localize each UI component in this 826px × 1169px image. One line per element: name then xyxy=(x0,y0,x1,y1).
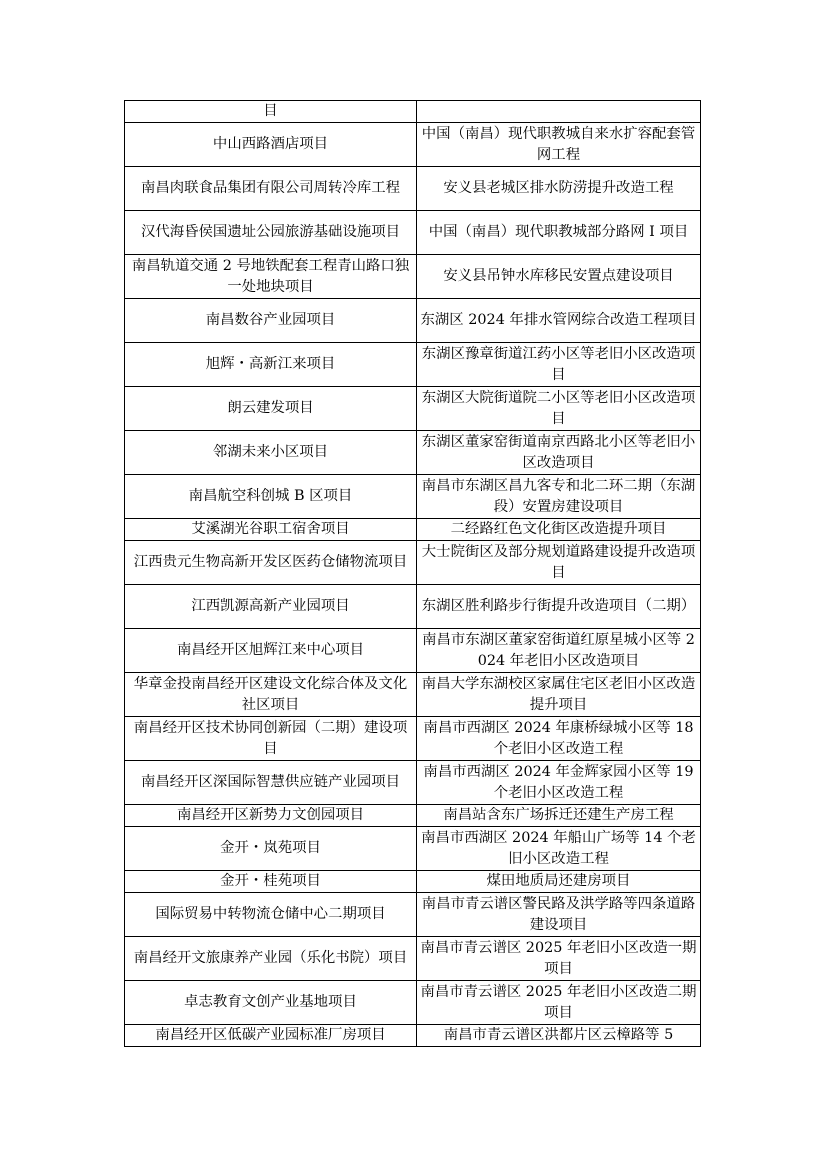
table-cell-left: 朗云建发项目 xyxy=(125,387,417,431)
table-row xyxy=(125,255,701,299)
table-row xyxy=(125,893,701,937)
table-cell-right: 南昌市东湖区昌九客专和北二环二期（东湖段）安置房建设项目 xyxy=(417,475,701,519)
table-cell-left: 汉代海昏侯国遗址公园旅游基础设施项目 xyxy=(125,211,417,255)
table-cell-right: 东湖区豫章街道江药小区等老旧小区改造项目 xyxy=(417,343,701,387)
table-cell-left: 华章金投南昌经开区建设文化综合体及文化社区项目 xyxy=(125,673,417,717)
table-cell-right: 南昌市青云谱区洪都片区云樟路等 5 xyxy=(417,1025,701,1047)
table-row xyxy=(125,431,701,475)
table-row xyxy=(125,1025,701,1047)
table-row xyxy=(125,519,701,541)
table-row xyxy=(125,211,701,255)
table-cell-right: 大士院街区及部分规划道路建设提升改造项目 xyxy=(417,541,701,585)
table-row xyxy=(125,717,701,761)
table-cell-left: 江西贵元生物高新开发区医药仓储物流项目 xyxy=(125,541,417,585)
table-cell-left: 南昌经开区旭辉江来中心项目 xyxy=(125,629,417,673)
table-cell-left: 国际贸易中转物流仓储中心二期项目 xyxy=(125,893,417,937)
table-cell-right: 南昌市青云谱区 2025 年老旧小区改造二期项目 xyxy=(417,981,701,1025)
table-row xyxy=(125,805,701,827)
table-cell-right: 南昌市西湖区 2024 年康桥绿城小区等 18 个老旧小区改造工程 xyxy=(417,717,701,761)
table-cell-right: 煤田地质局还建房项目 xyxy=(417,871,701,893)
table-cell-left: 金开・桂苑项目 xyxy=(125,871,417,893)
table-cell-right: 南昌大学东湖校区家属住宅区老旧小区改造提升项目 xyxy=(417,673,701,717)
table-cell-right: 南昌市青云谱区 2025 年老旧小区改造一期项目 xyxy=(417,937,701,981)
table-cell-left: 南昌数谷产业园项目 xyxy=(125,299,417,343)
table-cell-left: 南昌肉联食品集团有限公司周转冷库工程 xyxy=(125,167,417,211)
table-row xyxy=(125,827,701,871)
table-row xyxy=(125,167,701,211)
table-cell-left: 目 xyxy=(125,101,417,123)
table-cell-left: 南昌航空科创城 B 区项目 xyxy=(125,475,417,519)
table-cell-left: 艾溪湖光谷职工宿舍项目 xyxy=(125,519,417,541)
table-cell-left: 江西凯源高新产业园项目 xyxy=(125,585,417,629)
table-cell-right: 中国（南昌）现代职教城部分路网 I 项目 xyxy=(417,211,701,255)
table-row xyxy=(125,981,701,1025)
table-cell-right: 中国（南昌）现代职教城自来水扩容配套管网工程 xyxy=(417,123,701,167)
table-cell-left: 南昌经开文旅康养产业园（乐化书院）项目 xyxy=(125,937,417,981)
table-cell-left: 旭辉・高新江来项目 xyxy=(125,343,417,387)
table-cell-left: 南昌经开区深国际智慧供应链产业园项目 xyxy=(125,761,417,805)
table-cell-left: 南昌经开区新势力文创园项目 xyxy=(125,805,417,827)
table-cell-left: 南昌经开区低碳产业园标准厂房项目 xyxy=(125,1025,417,1047)
table-cell-right: 东湖区胜利路步行街提升改造项目（二期） xyxy=(417,585,701,629)
table-cell-left: 南昌轨道交通 2 号地铁配套工程青山路口独一处地块项目 xyxy=(125,255,417,299)
table-cell-left: 金开・岚苑项目 xyxy=(125,827,417,871)
table-cell-right: 二经路红色文化街区改造提升项目 xyxy=(417,519,701,541)
table-cell-left: 邻湖未来小区项目 xyxy=(125,431,417,475)
table-row xyxy=(125,937,701,981)
table-row xyxy=(125,123,701,167)
table-row xyxy=(125,343,701,387)
table-row xyxy=(125,585,701,629)
table-row xyxy=(125,541,701,585)
table-row xyxy=(125,475,701,519)
table-cell-left: 中山西路酒店项目 xyxy=(125,123,417,167)
table-cell-right: 东湖区 2024 年排水管网综合改造工程项目 xyxy=(417,299,701,343)
table-cell-right: 南昌站含东广场拆迁还建生产房工程 xyxy=(417,805,701,827)
project-table xyxy=(124,100,701,1047)
table-cell-right: 东湖区董家窑街道南京西路北小区等老旧小区改造项目 xyxy=(417,431,701,475)
table-cell-right: 安义县吊钟水库移民安置点建设项目 xyxy=(417,255,701,299)
table-cell-right: 东湖区大院街道院二小区等老旧小区改造项目 xyxy=(417,387,701,431)
table-cell-left: 卓志教育文创产业基地项目 xyxy=(125,981,417,1025)
table-cell-right: 南昌市西湖区 2024 年船山广场等 14 个老旧小区改造工程 xyxy=(417,827,701,871)
table-cell-right: 南昌市西湖区 2024 年金辉家园小区等 19 个老旧小区改造工程 xyxy=(417,761,701,805)
table-cell-right: 南昌市青云谱区警民路及洪学路等四条道路建设项目 xyxy=(417,893,701,937)
table-cell-right xyxy=(417,101,701,123)
table-row xyxy=(125,761,701,805)
table-cell-right: 南昌市东湖区董家窑街道红原星城小区等 2024 年老旧小区改造项目 xyxy=(417,629,701,673)
table-row xyxy=(125,629,701,673)
table-cell-left: 南昌经开区技术协同创新园（二期）建设项目 xyxy=(125,717,417,761)
table-cell-right: 安义县老城区排水防涝提升改造工程 xyxy=(417,167,701,211)
table-row xyxy=(125,673,701,717)
table-row xyxy=(125,387,701,431)
table-row xyxy=(125,101,701,123)
table-row xyxy=(125,299,701,343)
table-row xyxy=(125,871,701,893)
